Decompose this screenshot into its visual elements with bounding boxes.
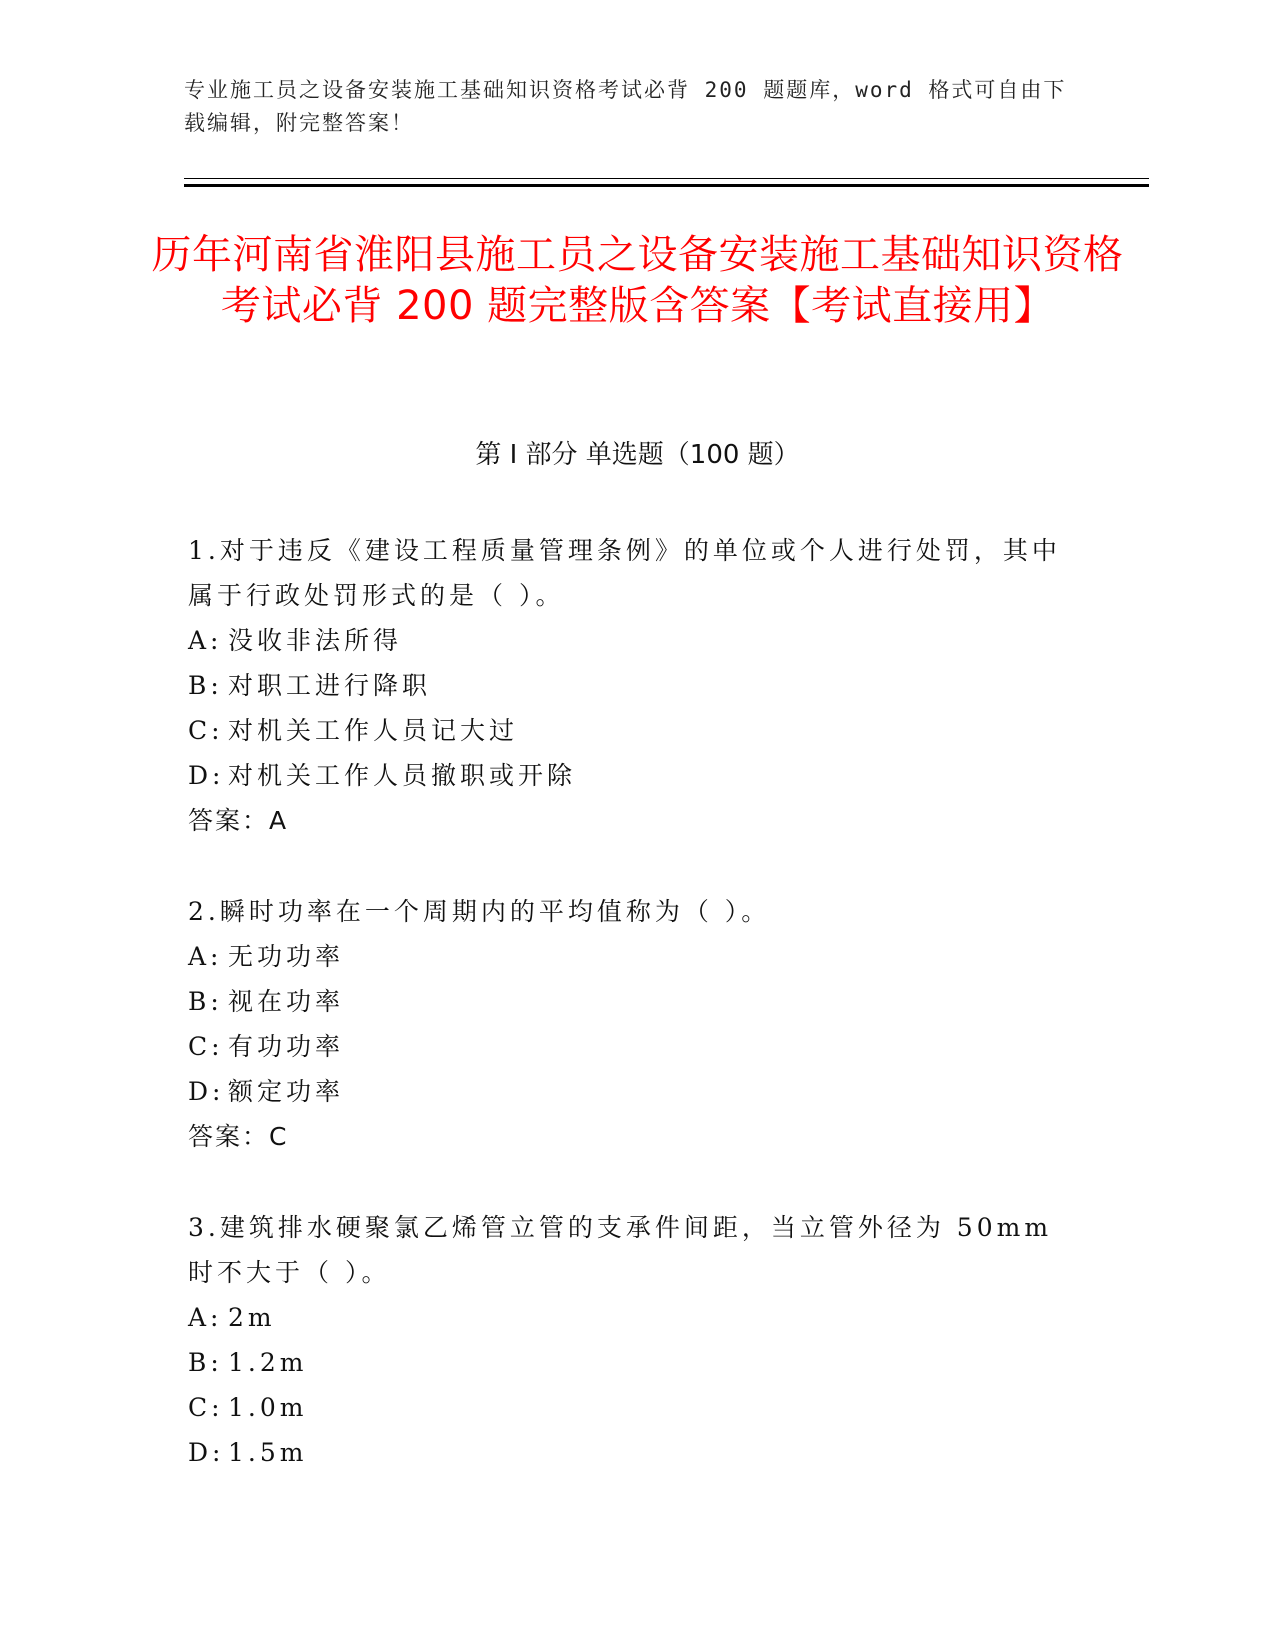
question-1 <box>188 528 1088 843</box>
option-text: 对职工进行降职 <box>228 671 432 700</box>
question-stem: 2.瞬时功率在一个周期内的平均值称为（ ）。 <box>188 897 771 926</box>
header-rule-thick <box>184 184 1149 187</box>
option-text: 额定功率 <box>228 1077 345 1106</box>
option-text: 1.5m <box>228 1438 308 1467</box>
header-rule-thin <box>184 178 1149 179</box>
question-3 <box>188 1205 1088 1475</box>
option-d <box>188 1430 1088 1475</box>
option-letter: A: <box>188 942 223 971</box>
option-text: 2m <box>228 1303 276 1332</box>
header-note: 专业施工员之设备安装施工基础知识资格考试必背 200 题题库，word 格式可自由下载编辑，附完整答案！ <box>184 78 1067 135</box>
option-text: 无功功率 <box>228 942 345 971</box>
option-a <box>188 934 1088 979</box>
option-b <box>188 979 1088 1024</box>
option-a <box>188 1295 1088 1340</box>
option-text: 视在功率 <box>228 987 345 1016</box>
option-text: 对机关工作人员撤职或开除 <box>228 761 577 790</box>
question-stem: 3.建筑排水硬聚氯乙烯管立管的支承件间距，当立管外径为 50mm 时不大于（ ）。 <box>188 1213 1053 1287</box>
option-c <box>188 1024 1088 1069</box>
option-d <box>188 1069 1088 1114</box>
option-letter: B: <box>188 671 223 700</box>
option-text: 对机关工作人员记大过 <box>228 716 519 745</box>
section-heading: 第 I 部分 单选题（100 题） <box>475 440 800 470</box>
question-2 <box>188 889 1088 1159</box>
option-a <box>188 618 1088 663</box>
option-letter: C: <box>188 1393 224 1422</box>
option-text: 1.0m <box>228 1393 308 1422</box>
option-letter: B: <box>188 987 223 1016</box>
option-letter: D: <box>188 1077 225 1106</box>
option-c <box>188 708 1088 753</box>
answer-line: 答案：A <box>188 806 289 835</box>
answer-line: 答案：C <box>188 1122 289 1151</box>
option-letter: D: <box>188 761 225 790</box>
option-text: 没收非法所得 <box>228 626 403 655</box>
option-b <box>188 663 1088 708</box>
option-c <box>188 1385 1088 1430</box>
option-letter: C: <box>188 716 224 745</box>
question-stem: 1.对于违反《建设工程质量管理条例》的单位或个人进行处罚，其中属于行政处罚形式的是（ ）。 <box>188 536 1061 610</box>
option-letter: C: <box>188 1032 224 1061</box>
option-letter: D: <box>188 1438 225 1467</box>
option-b <box>188 1340 1088 1385</box>
option-letter: A: <box>188 1303 223 1332</box>
option-text: 有功功率 <box>228 1032 345 1061</box>
option-d <box>188 753 1088 798</box>
question-list <box>188 528 1088 1475</box>
option-text: 1.2m <box>228 1348 308 1377</box>
document-title: 历年河南省淮阳县施工员之设备安装施工基础知识资格考试必背 200 题完整版含答案【考试直接用】 <box>151 232 1124 329</box>
option-letter: A: <box>188 626 223 655</box>
option-letter: B: <box>188 1348 223 1377</box>
